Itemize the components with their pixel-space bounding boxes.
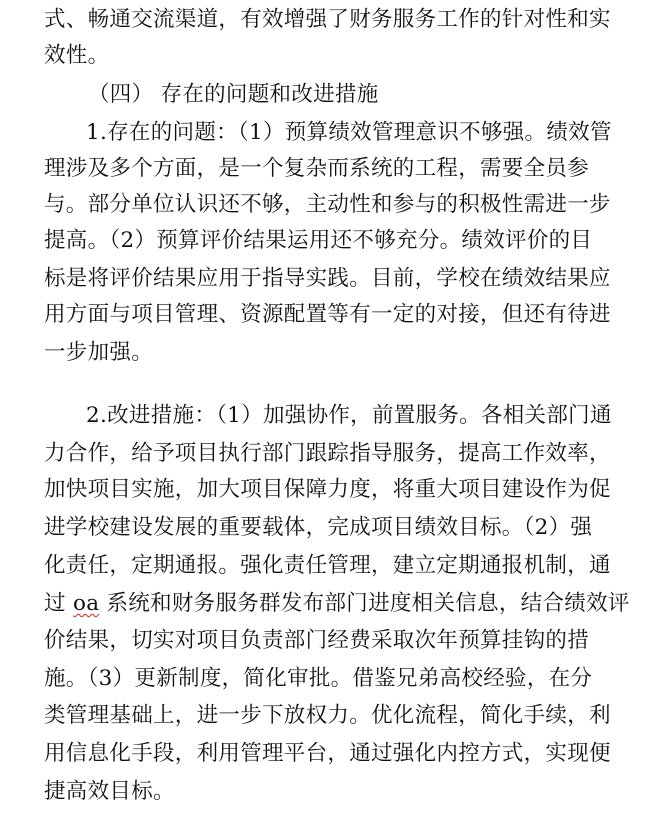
problems-line-4: 提高。（2）预算评价结果运用还不够充分。绩效评价的目 <box>44 228 593 253</box>
spellcheck-flagged-word[interactable]: oa <box>72 591 100 616</box>
measures-line-11: 捷高效目标。 <box>44 779 175 804</box>
measures-line-3: 加快项目实施，加大项目保障力度，将重大项目建设作为促 <box>44 477 611 502</box>
measures-line-1: 2.改进措施：（1）加强协作，前置服务。各相关部门通 <box>86 403 612 428</box>
measures-line-2: 力合作，给予项目执行部门跟踪指导服务，提高工作效率， <box>44 441 611 466</box>
problems-line-5: 标是将评价结果应用于指导实践。目前，学校在绩效结果应 <box>44 266 611 291</box>
measures-line-6 <box>44 586 630 622</box>
measures-line-9: 类管理基础上，进一步下放权力。优化流程，简化手续，利 <box>44 703 611 728</box>
measures-line-6-suffix: 系统和财务服务群发布部门进度相关信息，结合绩效评 <box>106 591 630 616</box>
measures-line-4: 进学校建设发展的重要载体，完成项目绩效目标。（2）强 <box>44 515 593 540</box>
problems-line-1: 1.存在的问题：（1）预算绩效管理意识不够强。绩效管 <box>86 120 612 145</box>
intro-line-2: 效性。 <box>44 43 110 68</box>
intro-line-1: 式、畅通交流渠道，有效增强了财务服务工作的针对性和实 <box>44 7 611 32</box>
section-heading: （四） 存在的问题和改进措施 <box>88 82 379 107</box>
measures-line-10: 用信息化手段，利用管理平台，通过强化内控方式，实现便 <box>44 741 611 766</box>
measures-line-6-prefix: 过 <box>44 591 66 616</box>
problems-line-7: 一步加强。 <box>44 340 154 365</box>
measures-line-7: 价结果，切实对项目负责部门经费采取次年预算挂钩的措 <box>44 628 590 653</box>
problems-line-6: 用方面与项目管理、资源配置等有一定的对接，但还有待进 <box>44 302 611 327</box>
problems-line-2: 理涉及多个方面，是一个复杂而系统的工程，需要全员参 <box>44 156 590 181</box>
problems-line-3: 与。部分单位认识还不够，主动性和参与的积极性需进一步 <box>44 192 611 217</box>
measures-line-5: 化责任，定期通报。强化责任管理，建立定期通报机制，通 <box>44 553 611 578</box>
measures-line-8: 施。（3）更新制度，简化审批。借鉴兄弟高校经验，在分 <box>44 666 593 691</box>
